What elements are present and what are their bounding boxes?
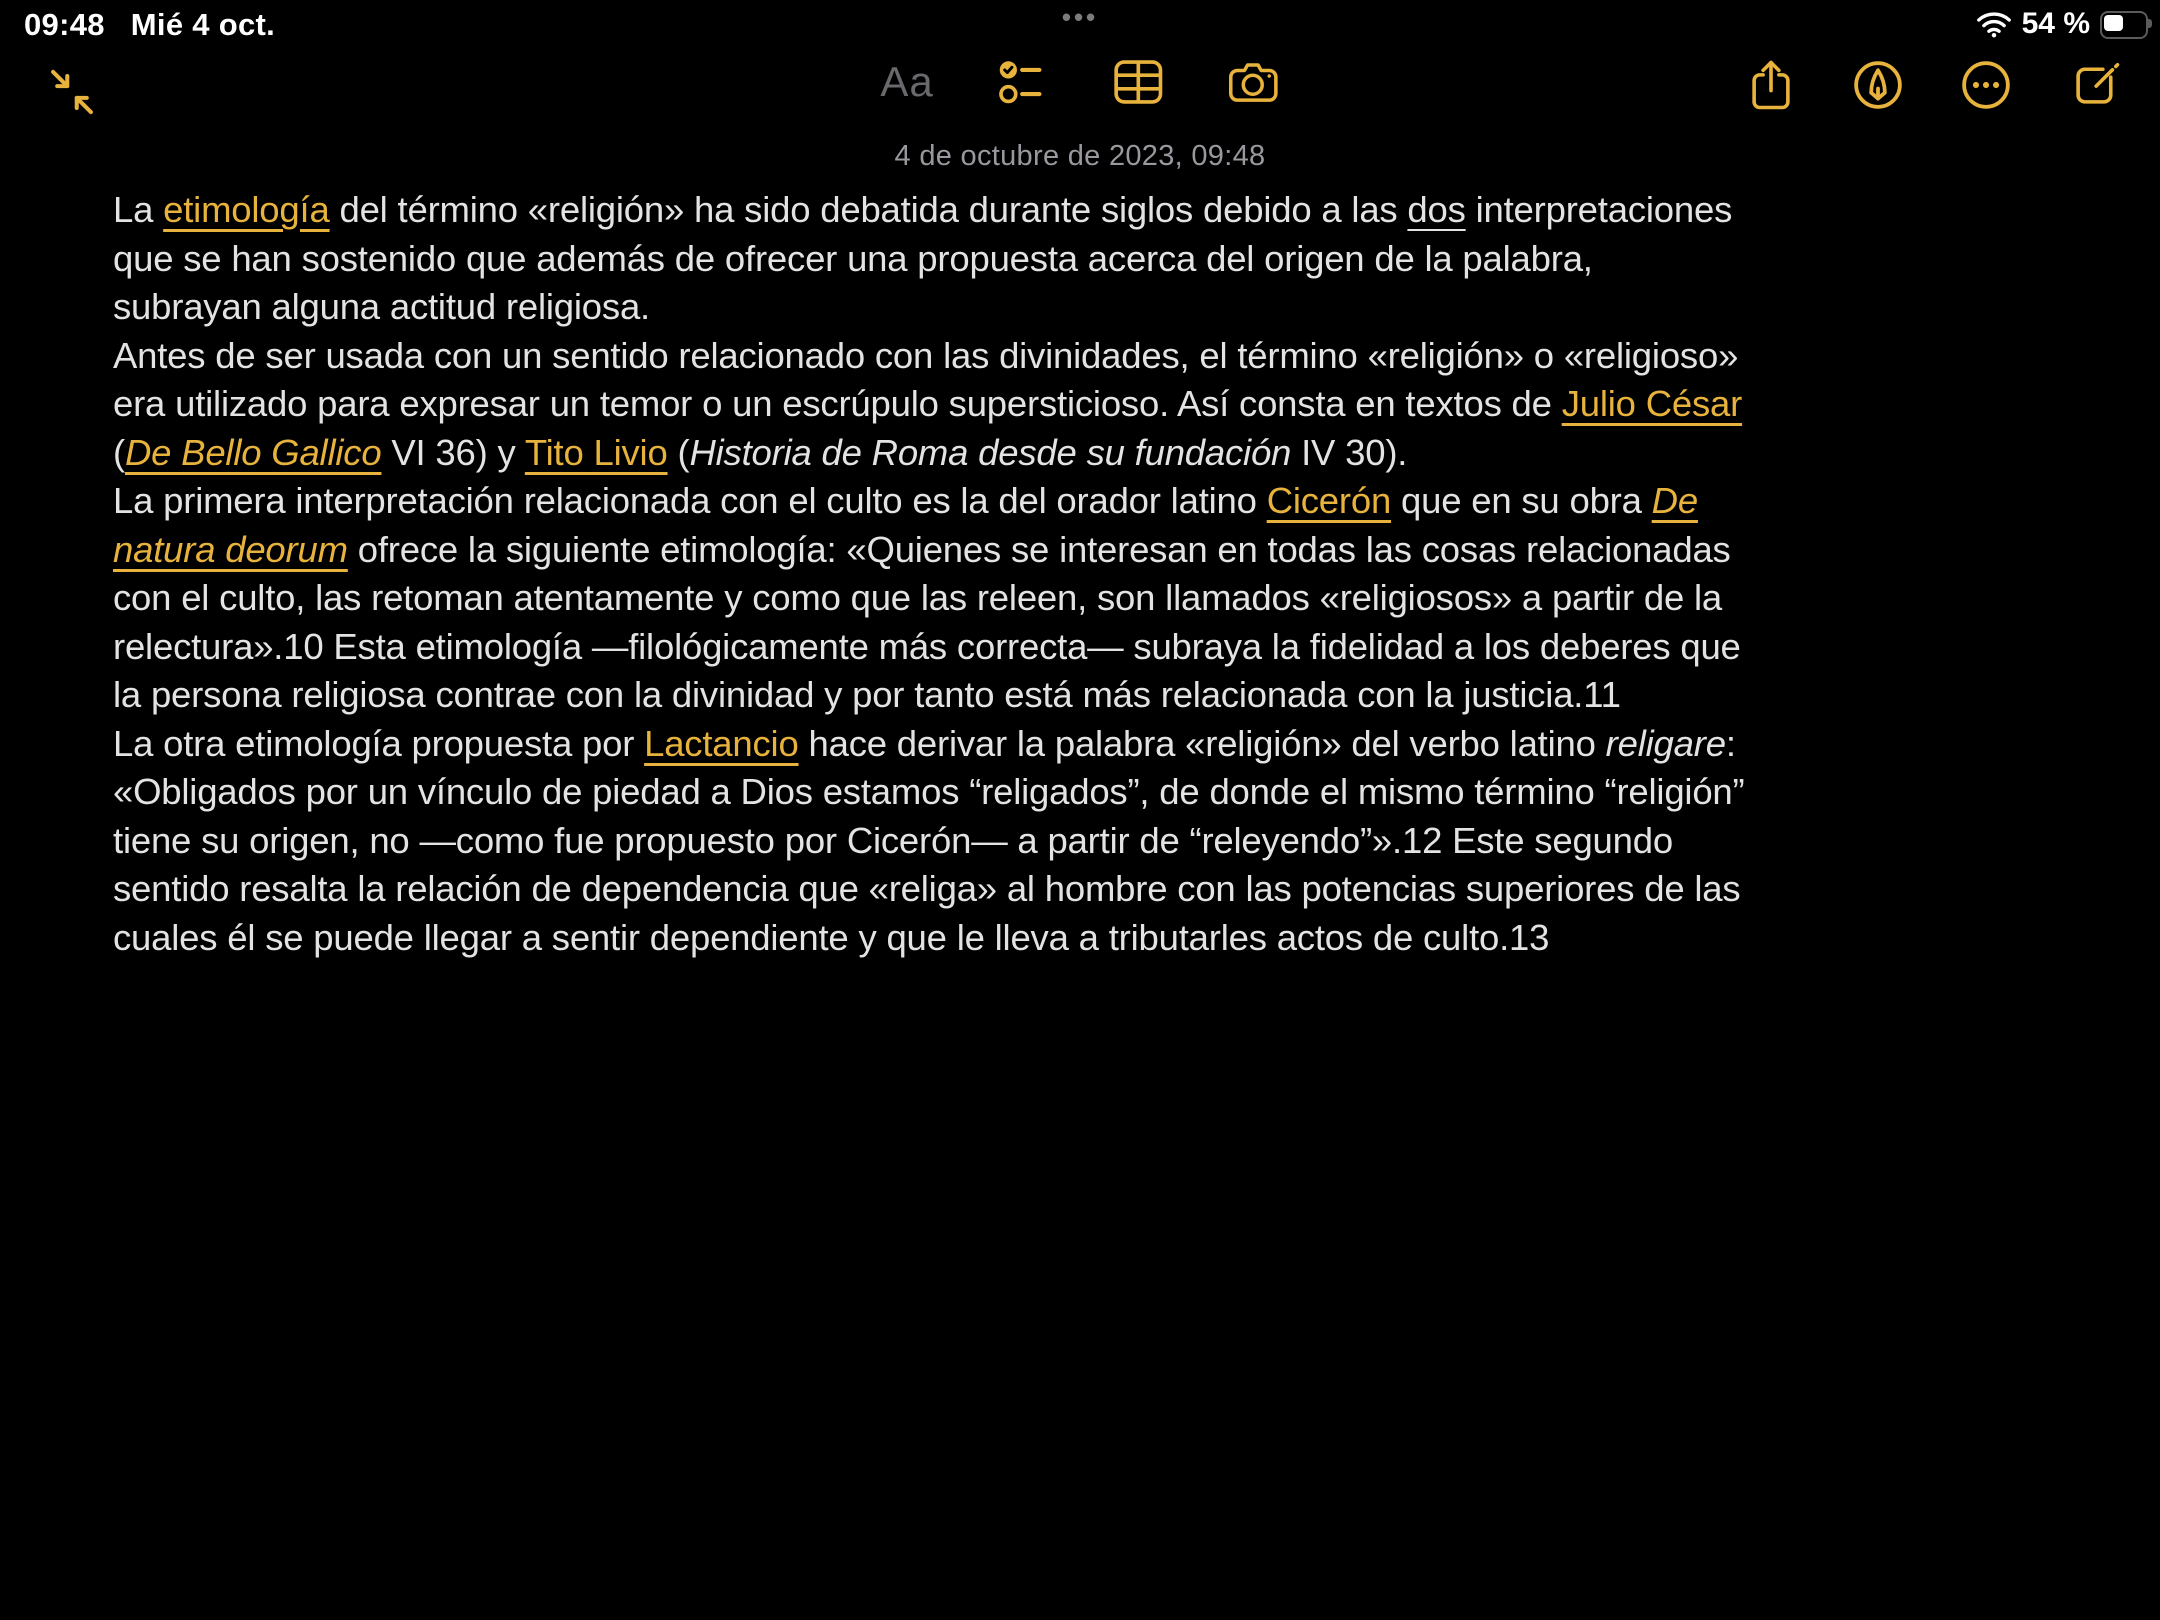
note-paragraph	[113, 332, 1748, 478]
table-button[interactable]	[1114, 59, 1164, 105]
note-text-run: : «Obligados por un vínculo de piedad a Dios estamos “religados”, de donde el mismo término “religión” tiene su origen, no —como fue propuesto por Cicerón— a partir de “releyendo”».12 Este segundo sentido resalta la relación de dependencia que «religa» al hombre con las potencias superiores de las cuales él se puede llegar a sentir dependiente y que le lleva a tributarles actos de culto.13	[113, 722, 1745, 958]
note-text-run: (	[667, 431, 690, 473]
markup-button[interactable]	[1852, 59, 1904, 111]
note-link[interactable]: De Bello Gallico	[124, 431, 382, 473]
note-text-run: ofrece la siguiente etimología: «Quienes se interesan en todas las cosas relacionadas con el culto, las retoman atentamente y como que las releen, son llamados «religiosos» a partir de la relectura».10 Esta etimología —filológicamente más correcta— subraya la fidelidad a los deberes que la persona religiosa contrae con la divinidad y por tanto está más relacionada con la justicia.11	[113, 528, 1741, 715]
note-text-run: La primera interpretación relacionada con el culto es la del orador latino	[113, 480, 1267, 521]
note-link[interactable]: Julio César	[1561, 383, 1743, 424]
checklist-icon	[998, 59, 1050, 105]
status-bar	[0, 0, 2160, 44]
note-link[interactable]: Tito Livio	[524, 431, 668, 473]
camera-icon	[1228, 60, 1280, 104]
minimize-note-button[interactable]	[44, 64, 100, 120]
battery-fill	[2104, 15, 2123, 31]
multitask-handle[interactable]: •••	[1061, 2, 1099, 32]
compose-icon	[2068, 58, 2122, 112]
note-text-run: (	[113, 431, 125, 473]
table-icon	[1114, 59, 1164, 105]
note-text-run: hace derivar la palabra «religión» del verbo latino	[798, 722, 1606, 764]
note-paragraph	[113, 477, 1748, 720]
note-link[interactable]: etimología	[163, 189, 330, 230]
note-text-run: La	[113, 189, 164, 230]
battery-percent-label: 54 %	[2021, 7, 2090, 40]
share-button[interactable]	[1746, 58, 1796, 112]
markup-pen-icon	[1852, 59, 1904, 111]
compose-button[interactable]	[2068, 58, 2122, 112]
status-time: 09:48	[24, 7, 105, 42]
format-aa-label: Aa	[880, 58, 934, 105]
note-date-line: 4 de octubre de 2023, 09:48	[894, 140, 1266, 172]
share-icon	[1746, 58, 1796, 112]
format-button[interactable]	[880, 58, 933, 106]
more-button[interactable]	[1960, 59, 2012, 111]
note-text-run: del término «religión» ha sido debatida durante siglos debido a las	[329, 189, 1408, 230]
note-text-run: interpretaciones que se han sostenido que además de ofrecer una propuesta acerca del origen de la palabra, subrayan alguna actitud religiosa.	[113, 189, 1733, 327]
note-text-run: VI 36) y	[381, 431, 525, 473]
note-text-run: La otra etimología propuesta por	[113, 722, 645, 764]
status-date: Mié 4 oct.	[130, 7, 276, 42]
note-text-run: religare	[1605, 722, 1726, 764]
note-body[interactable]	[113, 186, 1748, 962]
note-paragraph	[113, 720, 1748, 963]
note-link[interactable]: Cicerón	[1266, 480, 1392, 521]
battery-icon	[2100, 11, 2152, 37]
note-link[interactable]: De natura deorum	[113, 480, 1698, 570]
note-text-run: IV 30).	[1291, 431, 1408, 473]
collapse-arrows-icon	[46, 66, 98, 118]
note-text-run: Historia de Roma desde su fundación	[689, 431, 1292, 473]
note-paragraph	[113, 186, 1748, 332]
note-link[interactable]: Lactancio	[644, 722, 799, 764]
note-text-run: dos	[1407, 189, 1466, 230]
note-text-run: que en su obra	[1391, 480, 1652, 521]
wifi-icon	[1976, 11, 2012, 38]
checklist-button[interactable]	[998, 59, 1050, 105]
camera-button[interactable]	[1228, 60, 1280, 104]
note-text-run: Antes de ser usada con un sentido relacionado con las divinidades, el término «religión» o «religioso» era utilizado para expresar un temor o un escrúpulo supersticioso. Así consta en textos de	[113, 334, 1739, 424]
note-toolbar	[0, 52, 2160, 128]
ellipsis-icon	[1960, 59, 2012, 111]
